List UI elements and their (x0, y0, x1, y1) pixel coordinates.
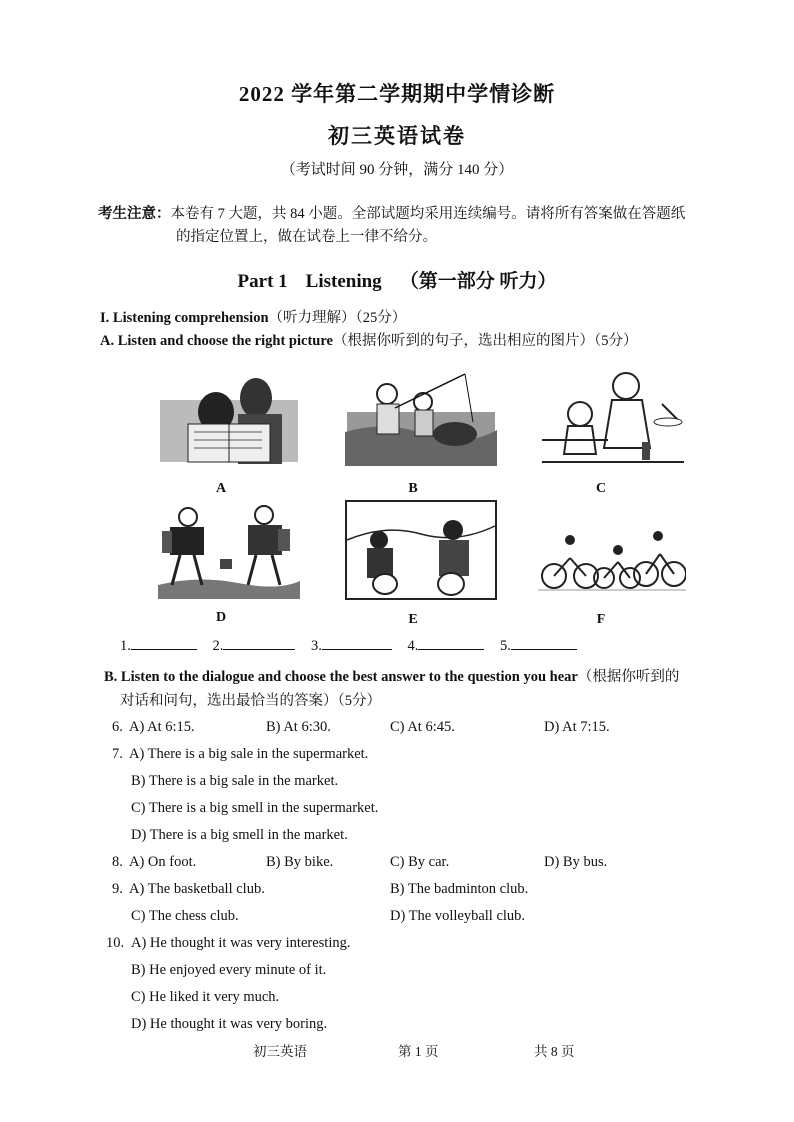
footer-subject: 初三英语 (253, 1044, 307, 1059)
sectionB-heading (104, 665, 744, 713)
option-text: C) At 6:45. (390, 719, 455, 735)
exam-subtitle: 初三英语试卷 (328, 124, 466, 148)
question-number: 7. (112, 746, 123, 762)
answer-blank[interactable] (500, 637, 577, 655)
option-text: A) The basketball club. (129, 881, 265, 897)
option-text: A) There is a big sale in the supermarket. (129, 746, 369, 762)
option-text: D) By bus. (544, 854, 608, 870)
option-text: B) By bike. (266, 854, 334, 870)
picture-d (158, 503, 300, 599)
question-number: 9. (112, 881, 123, 897)
section1-heading (100, 306, 406, 327)
exam-info: （考试时间 90 分钟，满分 140 分） (280, 162, 514, 178)
question-number: 6. (112, 719, 123, 735)
question-number: 10. (106, 935, 125, 951)
sectionA-heading (100, 329, 637, 350)
picture-f (538, 528, 686, 598)
picture-label-d: D (215, 610, 227, 625)
question-number: 8. (112, 854, 123, 870)
option-text: C) He liked it very much. (131, 989, 280, 1005)
answer-blanks (120, 637, 589, 655)
sectionB-title: B. Listen to the dialogue and choose the best answer to the question you hear (104, 669, 578, 685)
picture-c (538, 368, 686, 466)
blank-number: 5. (500, 638, 511, 654)
sectionB-zh2: 对话和问句，选出最恰当的答案）（5分） (120, 693, 381, 709)
option-text: A) On foot. (129, 854, 197, 870)
sectionA-zh: （根据你听到的句子，选出相应的图片）（5分） (332, 333, 638, 349)
option-text: D) He thought it was very boring. (131, 1016, 328, 1032)
option-text: C) There is a big smell in the supermarket. (131, 800, 379, 816)
option-text: D) There is a big smell in the market. (131, 827, 348, 843)
part1-en2: Listening (305, 271, 382, 292)
option-text: C) The chess club. (131, 908, 239, 924)
blank-number: 4. (407, 638, 419, 654)
answer-blank[interactable] (311, 637, 392, 655)
option-text: B) The badminton club. (390, 881, 529, 897)
sectionB-zh1: （根据你听到的 (577, 669, 680, 685)
option-text: A) He thought it was very interesting. (131, 935, 351, 951)
candidate-notice (98, 203, 738, 249)
picture-label-a: A (215, 481, 227, 496)
option-text: D) At 7:15. (544, 719, 610, 735)
picture-b (345, 372, 497, 466)
picture-label-c: C (595, 481, 607, 496)
option-text: A) At 6:15. (129, 719, 195, 735)
notice-label: 考生注意： (98, 206, 171, 222)
blank-number: 1. (120, 638, 131, 654)
notice-line2: 的指定位置上，做在试卷上一律不给分。 (176, 229, 437, 245)
part1-heading (0, 266, 794, 293)
option-text: B) He enjoyed every minute of it. (131, 962, 327, 978)
part1-zh: （第一部分 听力） (399, 271, 557, 292)
option-text: D) The volleyball club. (390, 908, 526, 924)
part1-en: Part 1 (237, 271, 288, 292)
picture-e (345, 500, 497, 600)
section1-title: I. Listening comprehension (100, 310, 269, 326)
blank-number: 2. (212, 638, 224, 654)
option-text: C) By car. (390, 854, 450, 870)
option-text: B) There is a big sale in the market. (131, 773, 339, 789)
answer-blank[interactable] (120, 637, 197, 655)
sectionA-title: A. Listen and choose the right picture (100, 333, 333, 349)
answer-blank[interactable] (408, 637, 485, 655)
blank-number: 3. (311, 638, 322, 654)
picture-label-f: F (596, 612, 606, 627)
exam-title: 2022 学年第二学期期中学情诊断 (238, 82, 556, 106)
picture-a (158, 372, 300, 466)
notice-line1: 本卷有 7 大题，共 84 小题。全部试题均采用连续编号。请将所有答案做在答题纸 (170, 206, 686, 222)
picture-label-b: B (408, 481, 418, 496)
footer-page: 第 1 页 (398, 1044, 439, 1059)
section1-zh: （听力理解）（25分） (268, 310, 407, 326)
footer-total: 共 8 页 (534, 1044, 575, 1059)
option-text: B) At 6:30. (266, 719, 331, 735)
picture-label-e: E (408, 612, 418, 627)
answer-blank[interactable] (213, 637, 296, 655)
